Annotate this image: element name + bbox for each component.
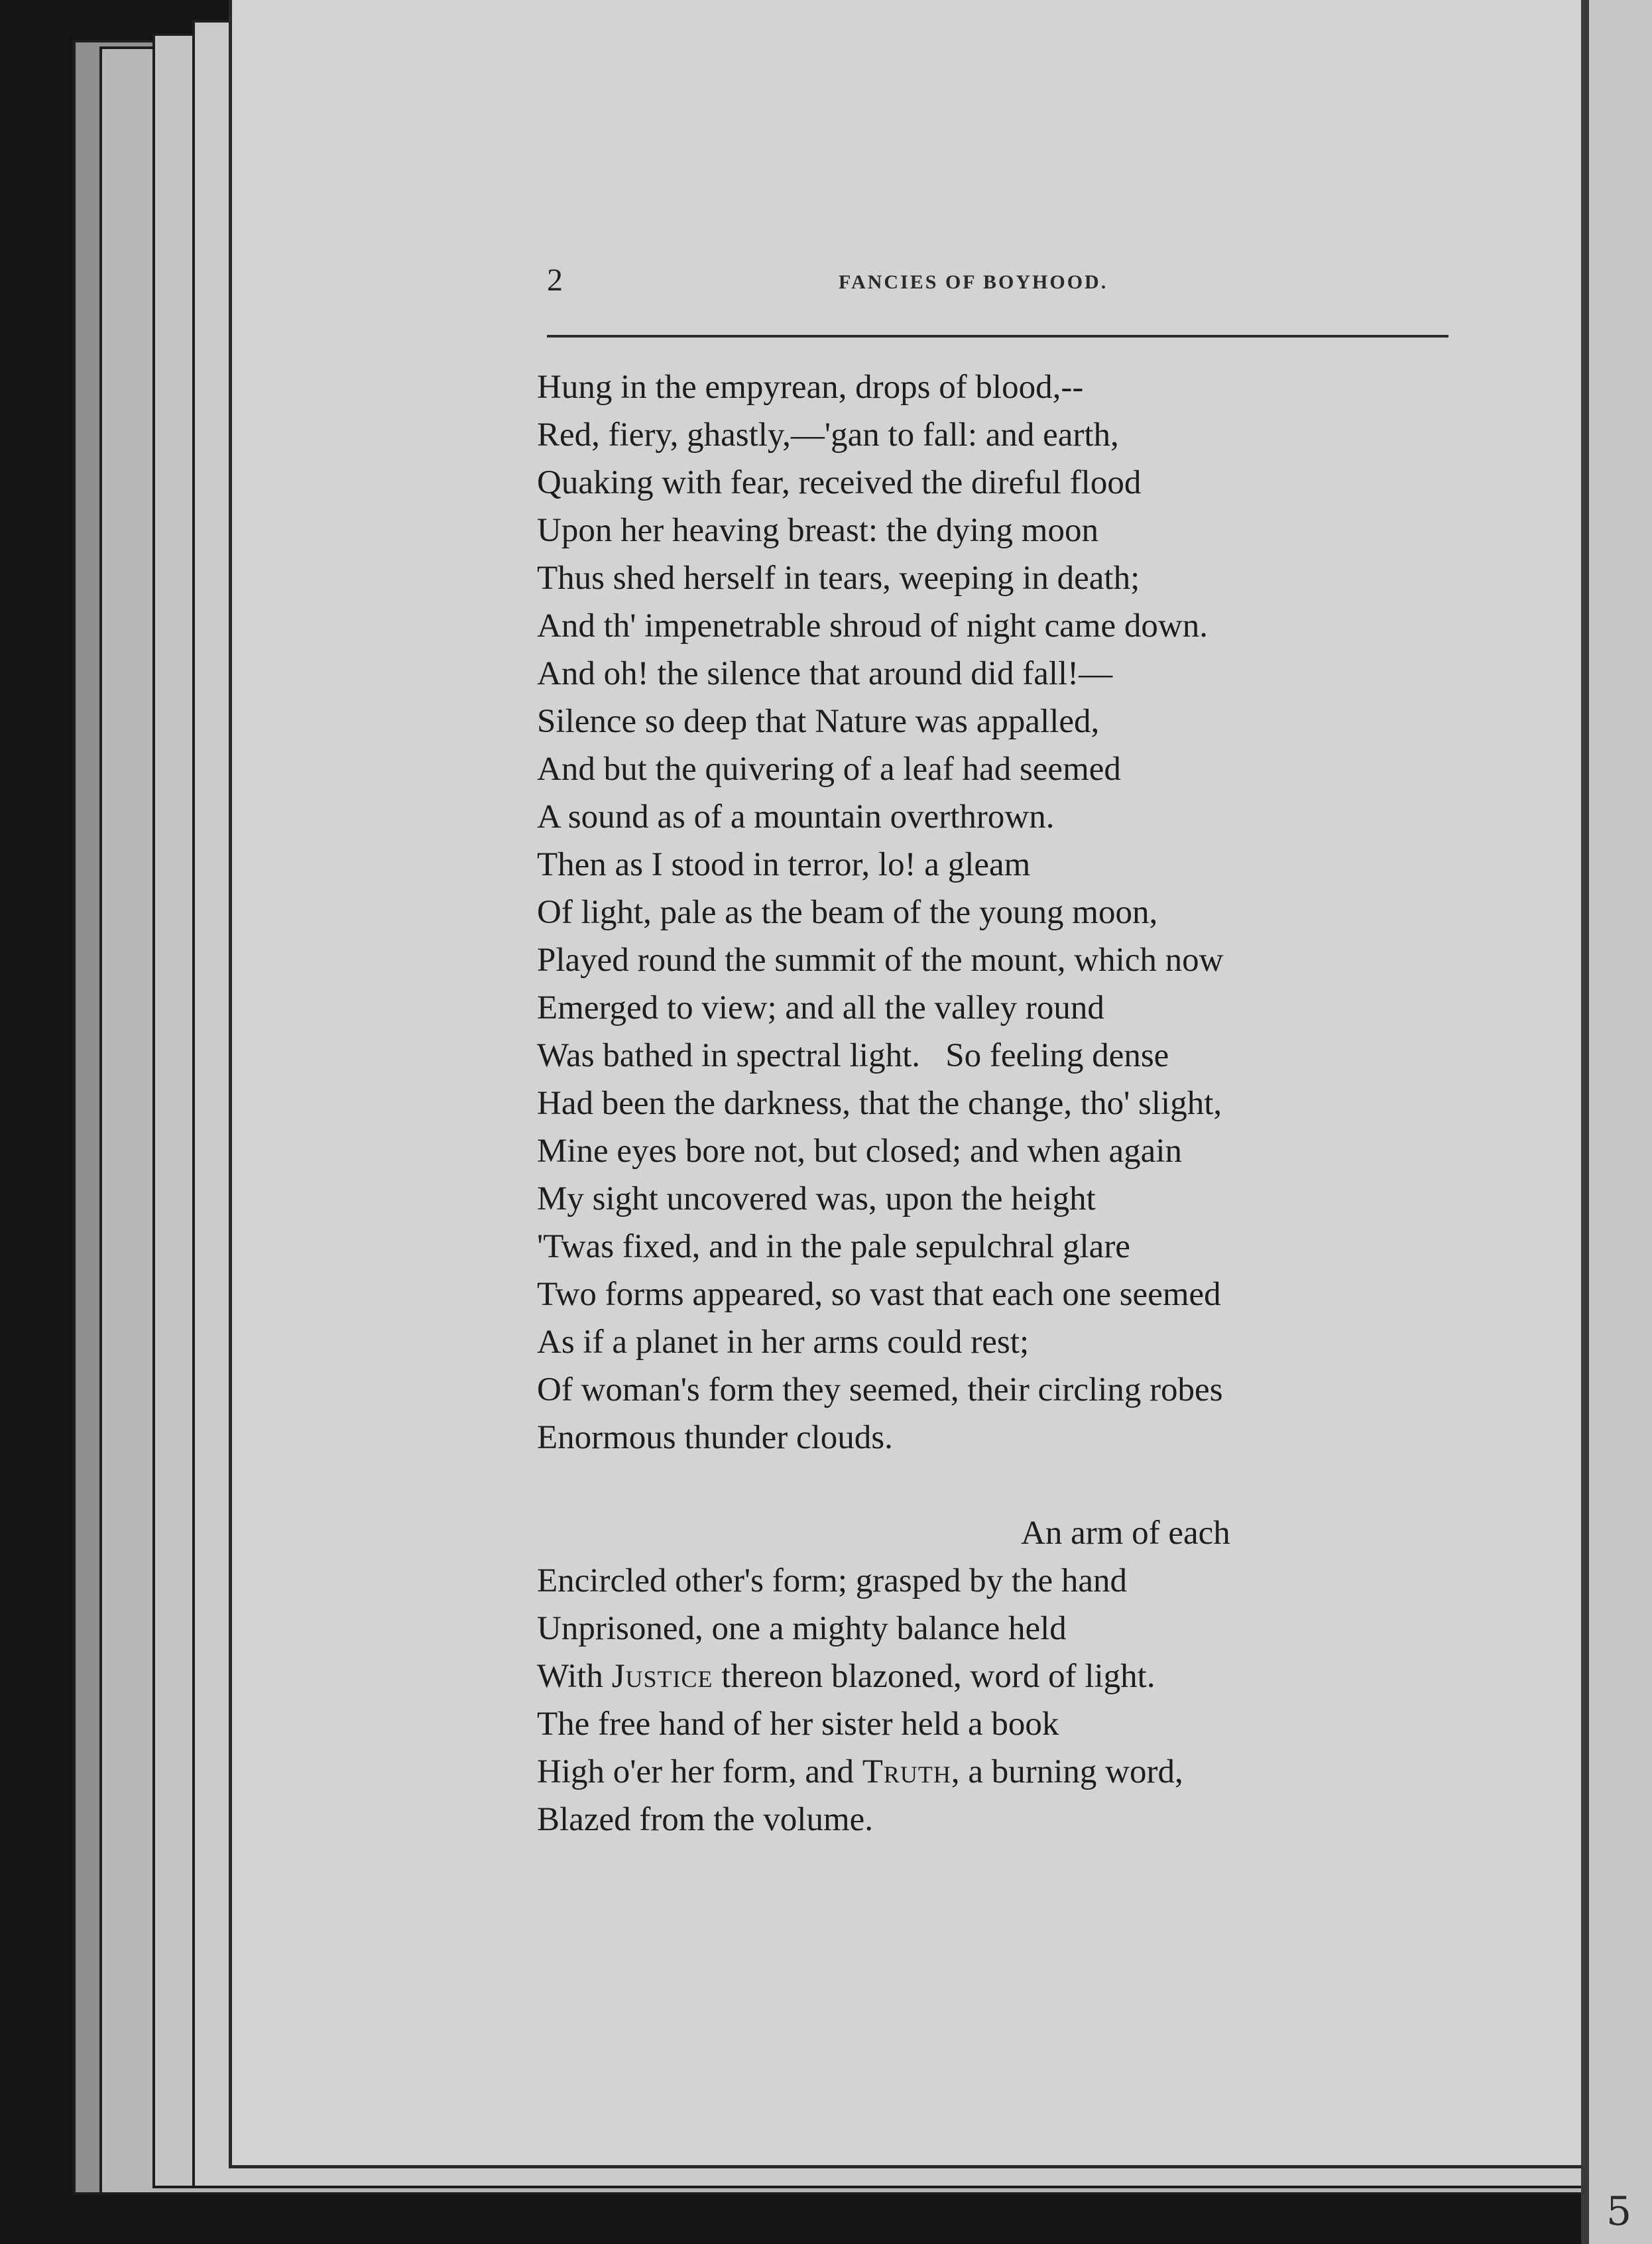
margin-mark: 5 — [1606, 2188, 1632, 2235]
page-number: 2 — [547, 263, 563, 298]
line-text: , a burning word, — [951, 1753, 1183, 1790]
poem-line: Two forms appeared, so vast that each one seemed — [537, 1276, 1221, 1313]
poem-line: Unprisoned, one a mighty balance held — [537, 1610, 1067, 1647]
poem-line: Silence so deep that Nature was appalled, — [537, 703, 1100, 740]
stanza-2 — [537, 1509, 1465, 1843]
poem-line: Of light, pale as the beam of the young moon, — [537, 894, 1158, 931]
poem-text — [537, 363, 1465, 1843]
poem-line: The free hand of her sister held a book — [537, 1706, 1059, 1743]
facing-page-edge — [1581, 0, 1652, 2244]
poem-line: Quaking with fear, received the direful flood — [537, 464, 1142, 501]
running-head — [547, 262, 1448, 308]
poem-line: Blazed from the volume. — [537, 1801, 874, 1838]
poem-line: Had been the darkness, that the change, tho' slight, — [537, 1085, 1222, 1122]
poem-line: And but the quivering of a leaf had seemed — [537, 751, 1121, 788]
poem-line-indented: An arm of each — [1021, 1515, 1230, 1552]
poem-line: My sight uncovered was, upon the height — [537, 1180, 1096, 1217]
stanza-1 — [537, 363, 1465, 1462]
poem-line: Of woman's form they seemed, their circling robes — [537, 1371, 1223, 1408]
emphasized-word: Justice — [611, 1658, 713, 1695]
header-rule — [547, 335, 1448, 338]
emphasized-word: Truth — [862, 1753, 951, 1790]
poem-line: Emerged to view; and all the valley round — [537, 989, 1104, 1027]
poem-line: Upon her heaving breast: the dying moon — [537, 512, 1098, 549]
poem-line: And th' impenetrable shroud of night came down. — [537, 607, 1208, 645]
poem-line: Red, fiery, ghastly,—'gan to fall: and earth, — [537, 416, 1119, 454]
line-text: High o'er her form, and — [537, 1753, 862, 1790]
poem-line: Enormous thunder clouds. — [537, 1419, 893, 1456]
line-text: With — [537, 1658, 612, 1695]
poem-line: And oh! the silence that around did fall!— — [537, 655, 1113, 692]
poem-line: Thus shed herself in tears, weeping in death; — [537, 560, 1140, 597]
poem-line: Then as I stood in terror, lo! a gleam — [537, 846, 1031, 883]
line-text: thereon blazoned, word of light. — [713, 1658, 1155, 1695]
poem-line: A sound as of a mountain overthrown. — [537, 798, 1055, 836]
poem-line: Mine eyes bore not, but closed; and when again — [537, 1133, 1182, 1170]
stanza-break — [537, 1462, 1465, 1509]
running-title: FANCIES OF BOYHOOD. — [839, 271, 1108, 293]
poem-line: Played round the summit of the mount, which now — [537, 942, 1224, 979]
poem-line-truth — [537, 1748, 1465, 1796]
poem-line: Encircled other's form; grasped by the hand — [537, 1562, 1128, 1599]
poem-line: 'Twas fixed, and in the pale sepulchral glare — [537, 1228, 1130, 1265]
poem-line: Hung in the empyrean, drops of blood,-- — [537, 369, 1084, 406]
poem-line-justice — [537, 1652, 1465, 1700]
poem-line: Was bathed in spectral light. So feeling dense — [537, 1037, 1169, 1074]
poem-line: As if a planet in her arms could rest; — [537, 1324, 1030, 1361]
